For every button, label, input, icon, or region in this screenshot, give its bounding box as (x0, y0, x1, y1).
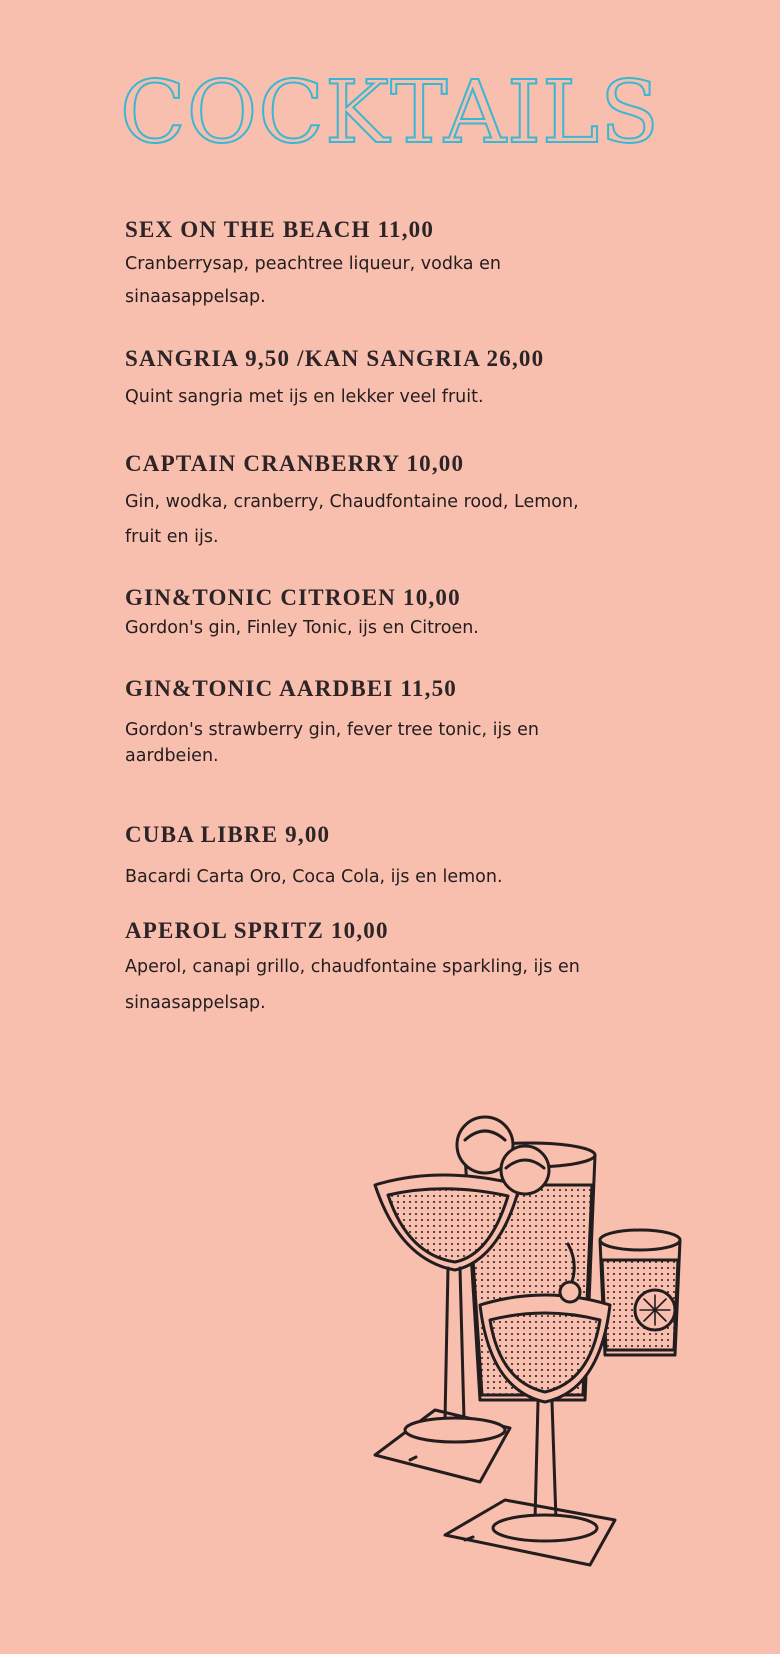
item-name: APEROL SPRITZ 10,00 (125, 918, 389, 943)
menu-item-sex-on-the-beach (125, 216, 595, 314)
item-description: Gordon's gin, Finley Tonic, ijs en Citroen. (125, 618, 479, 638)
menu-item-cuba-libre (125, 821, 595, 892)
cocktail-glasses-illustration (360, 1110, 720, 1570)
menu-item-aperol-spritz (125, 917, 595, 1021)
item-description: Gin, wodka, cranberry, Chaudfontaine rood, Lemon, fruit en ijs. (125, 492, 579, 547)
item-name: GIN&TONIC AARDBEI 11,50 (125, 676, 457, 701)
item-name: CAPTAIN CRANBERRY 10,00 (125, 451, 465, 476)
item-description: Quint sangria met ijs en lekker veel fruit. (125, 387, 484, 407)
menu-item-gin-tonic-aardbei (125, 675, 595, 769)
item-description: Gordon's strawberry gin, fever tree tonic, ijs en aardbeien. (125, 720, 539, 766)
menu-item-gin-tonic-citroen (125, 584, 595, 644)
menu-item-captain-cranberry (125, 450, 595, 555)
item-name: SEX ON THE BEACH 11,00 (125, 217, 435, 242)
item-description: Cranberrysap, peachtree liqueur, vodka en sinaasappelsap. (125, 254, 501, 307)
item-description: Aperol, canapi grillo, chaudfontaine sparkling, ijs en sinaasappelsap. (125, 957, 580, 1013)
item-description: Bacardi Carta Oro, Coca Cola, ijs en lemon. (125, 867, 503, 887)
page-title: COCKTAILS (119, 63, 661, 163)
item-name: CUBA LIBRE 9,00 (125, 822, 331, 847)
menu-item-sangria (125, 345, 595, 412)
item-name: SANGRIA 9,50 /KAN SANGRIA 26,00 (125, 346, 545, 371)
item-name: GIN&TONIC CITROEN 10,00 (125, 585, 461, 610)
